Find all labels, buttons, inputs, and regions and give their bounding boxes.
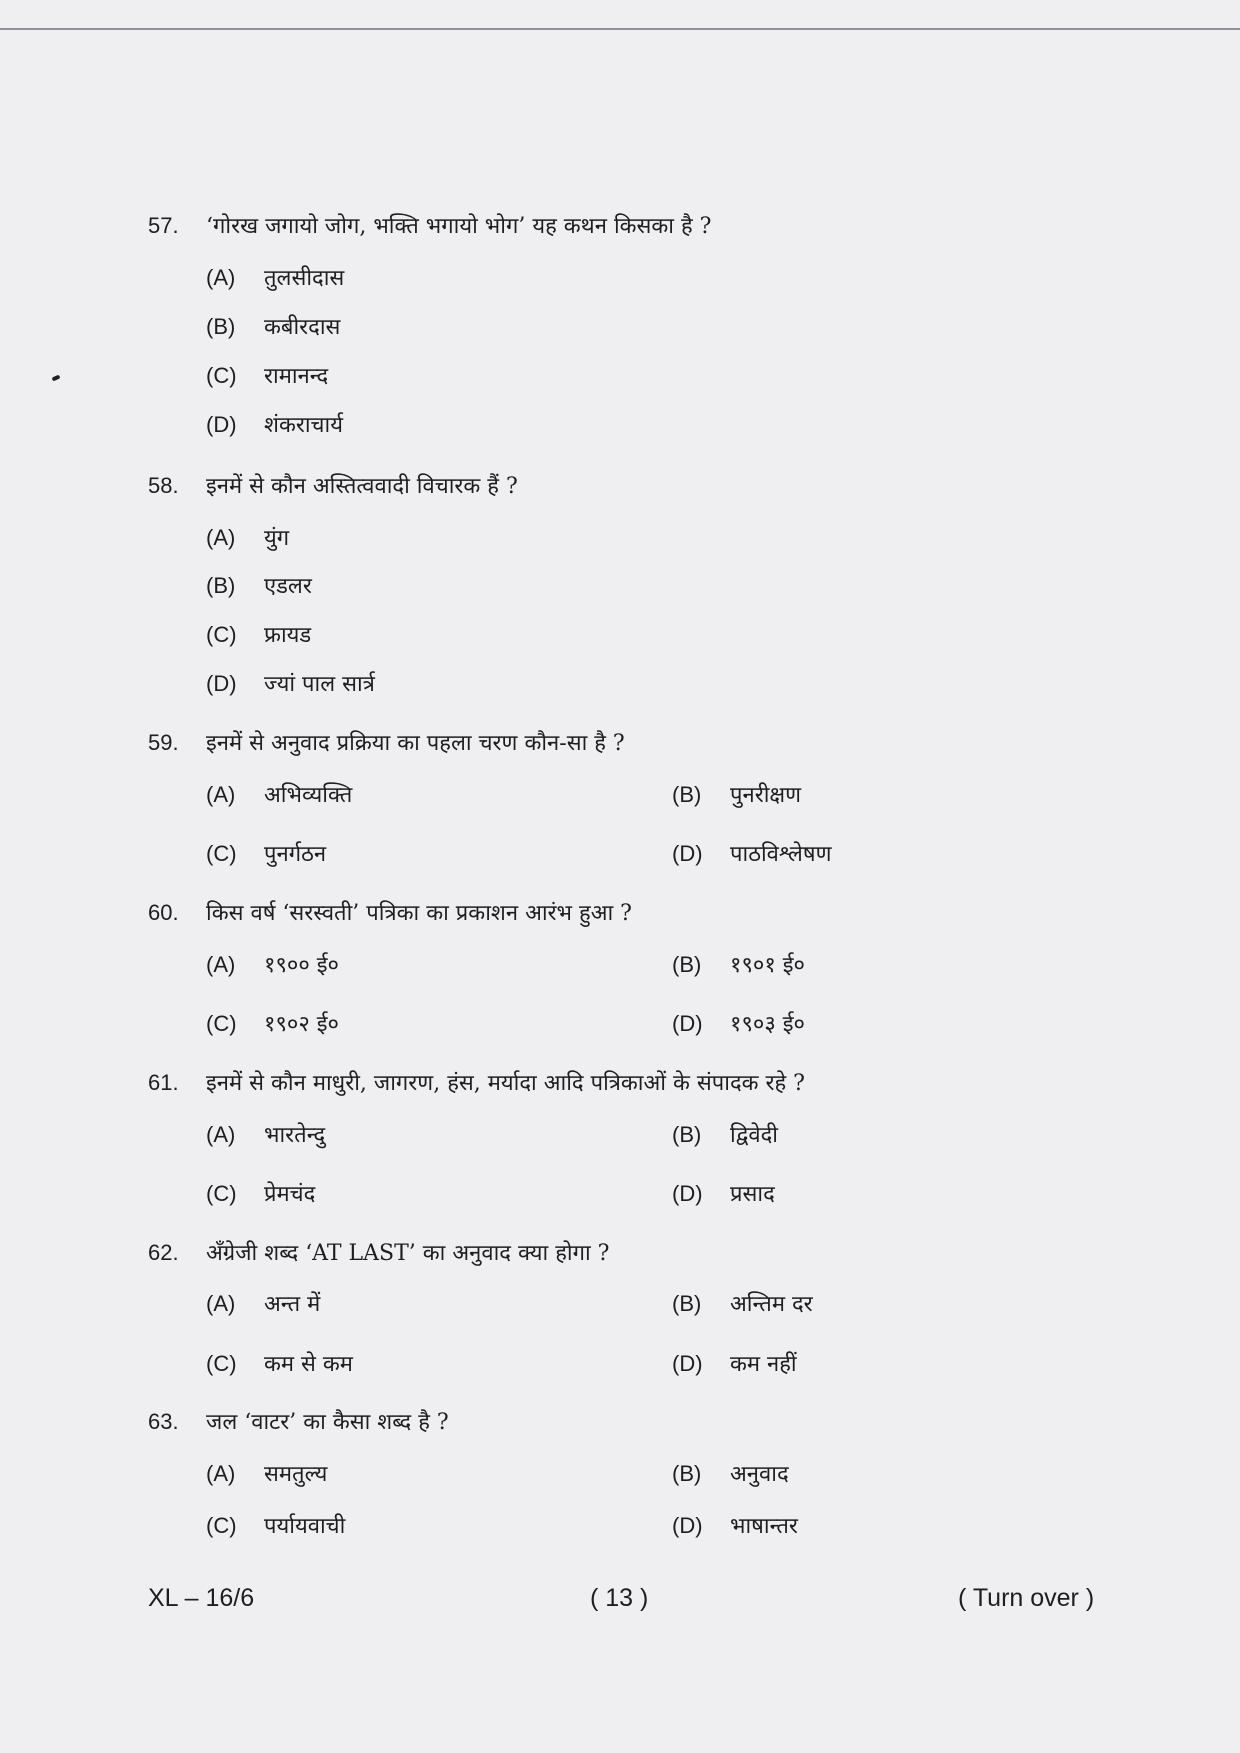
option-text: प्रसाद <box>730 1182 775 1207</box>
option-text: १९०२ ई० <box>264 1012 339 1037</box>
option-text: ज्यां पाल सार्त्र <box>264 672 375 697</box>
option-label: (A) <box>206 1122 236 1147</box>
option-59-d[interactable] <box>672 838 832 868</box>
option-61-c[interactable] <box>206 1178 315 1208</box>
question-59 <box>148 727 1148 767</box>
scan-speck <box>52 374 61 381</box>
option-label: (D) <box>206 671 237 696</box>
option-text: फ्रायड <box>264 623 312 648</box>
option-60-b[interactable] <box>672 949 805 979</box>
question-number: 62. <box>148 1240 179 1265</box>
question-text: इनमें से अनुवाद प्रक्रिया का पहला चरण कौन-सा है ? <box>206 731 625 756</box>
turn-over-note: ( Turn over ) <box>958 1584 1095 1612</box>
option-text: द्विवेदी <box>730 1123 778 1148</box>
option-57-d[interactable] <box>206 409 343 439</box>
question-number: 58. <box>148 473 179 498</box>
question-61 <box>148 1067 1148 1107</box>
option-label: (C) <box>206 622 237 647</box>
option-label: (D) <box>672 1351 703 1376</box>
question-58 <box>148 470 1148 510</box>
question-text: जल ‘वाटर’ का कैसा शब्द है ? <box>206 1410 449 1435</box>
option-text: एडलर <box>264 574 312 599</box>
option-text: समतुल्य <box>264 1462 328 1487</box>
option-text: कम नहीं <box>730 1352 797 1377</box>
option-label: (A) <box>206 525 236 550</box>
option-label: (B) <box>672 782 702 807</box>
option-label: (C) <box>206 1513 237 1538</box>
question-63 <box>148 1406 1148 1446</box>
option-label: (B) <box>206 314 236 339</box>
option-62-d[interactable] <box>672 1348 797 1378</box>
option-text: कम से कम <box>264 1352 353 1377</box>
question-line <box>148 897 1148 937</box>
question-60 <box>148 897 1148 937</box>
option-text: पुनरीक्षण <box>730 783 802 808</box>
option-label: (B) <box>672 952 702 977</box>
question-number: 59. <box>148 730 179 755</box>
option-61-b[interactable] <box>672 1119 778 1149</box>
option-62-b[interactable] <box>672 1288 813 1318</box>
option-label: (A) <box>206 1291 236 1316</box>
option-63-a[interactable] <box>206 1458 327 1488</box>
option-63-b[interactable] <box>672 1458 789 1488</box>
option-text: पाठविश्लेषण <box>730 842 832 867</box>
question-text: ‘गोरख जगायो जोग, भक्ति भगायो भोग’ यह कथन किसका है ? <box>206 214 712 239</box>
question-line <box>148 470 1148 510</box>
question-text: अँग्रेजी शब्द ‘AT LAST’ का अनुवाद क्या होगा ? <box>206 1241 610 1266</box>
option-text: १९०३ ई० <box>730 1012 805 1037</box>
option-text: १९०१ ई० <box>730 953 805 978</box>
option-59-a[interactable] <box>206 779 352 809</box>
question-62 <box>148 1237 1148 1277</box>
option-text: रामानन्द <box>264 364 329 389</box>
option-61-d[interactable] <box>672 1178 775 1208</box>
option-text: प्रेमचंद <box>264 1182 316 1207</box>
option-label: (A) <box>206 1461 236 1486</box>
option-text: पुनर्गठन <box>264 842 327 867</box>
option-text: अभिव्यक्ति <box>264 783 353 808</box>
question-text: इनमें से कौन माधुरी, जागरण, हंस, मर्यादा आदि पत्रिकाओं के संपादक रहे ? <box>206 1071 805 1096</box>
option-label: (D) <box>206 412 237 437</box>
option-text: युंग <box>264 526 290 551</box>
option-label: (A) <box>206 265 236 290</box>
option-63-d[interactable] <box>672 1510 798 1540</box>
question-number: 60. <box>148 900 179 925</box>
option-62-c[interactable] <box>206 1348 353 1378</box>
option-59-c[interactable] <box>206 838 326 868</box>
option-label: (A) <box>206 782 236 807</box>
question-line <box>148 1406 1148 1446</box>
option-60-d[interactable] <box>672 1008 805 1038</box>
option-label: (A) <box>206 952 236 977</box>
option-label: (B) <box>672 1461 702 1486</box>
option-text: कबीरदास <box>264 315 341 340</box>
question-number: 61. <box>148 1070 179 1095</box>
top-rule <box>0 28 1240 30</box>
option-label: (C) <box>206 1181 237 1206</box>
option-63-c[interactable] <box>206 1510 345 1540</box>
paper-code: XL – 16/6 <box>148 1584 255 1612</box>
option-62-a[interactable] <box>206 1288 320 1318</box>
option-text: अन्तिम दर <box>730 1292 813 1317</box>
question-line <box>148 1237 1148 1277</box>
option-label: (D) <box>672 1513 703 1538</box>
option-57-b[interactable] <box>206 311 340 341</box>
option-label: (C) <box>206 841 237 866</box>
option-text: तुलसीदास <box>264 266 345 291</box>
option-label: (C) <box>206 1011 237 1036</box>
option-text: भाषान्तर <box>730 1514 798 1539</box>
option-60-c[interactable] <box>206 1008 339 1038</box>
option-text: पर्यायवाची <box>264 1514 346 1539</box>
option-58-d[interactable] <box>206 668 375 698</box>
question-text: इनमें से कौन अस्तित्ववादी विचारक हैं ? <box>206 474 518 499</box>
option-label: (D) <box>672 1181 703 1206</box>
option-57-c[interactable] <box>206 360 328 390</box>
option-text: शंकराचार्य <box>264 413 343 438</box>
question-number: 57. <box>148 213 179 238</box>
option-text: अन्त में <box>264 1292 321 1317</box>
option-text: भारतेन्दु <box>264 1123 326 1148</box>
option-58-a[interactable] <box>206 522 289 552</box>
option-61-a[interactable] <box>206 1119 325 1149</box>
option-label: (C) <box>206 363 237 388</box>
option-label: (D) <box>672 841 703 866</box>
option-58-b[interactable] <box>206 570 312 600</box>
question-57 <box>148 210 1148 250</box>
option-label: (C) <box>206 1351 237 1376</box>
option-59-b[interactable] <box>672 779 801 809</box>
option-label: (B) <box>672 1291 702 1316</box>
page-number: ( 13 ) <box>590 1584 649 1612</box>
option-60-a[interactable] <box>206 949 339 979</box>
question-line <box>148 727 1148 767</box>
question-text: किस वर्ष ‘सरस्वती’ पत्रिका का प्रकाशन आरंभ हुआ ? <box>206 901 632 926</box>
option-label: (B) <box>672 1122 702 1147</box>
question-line <box>148 1067 1148 1107</box>
option-label: (B) <box>206 573 236 598</box>
question-line <box>148 210 1148 250</box>
question-number: 63. <box>148 1409 179 1434</box>
option-57-a[interactable] <box>206 262 344 292</box>
option-text: अनुवाद <box>730 1462 789 1487</box>
option-text: १९०० ई० <box>264 953 339 978</box>
option-58-c[interactable] <box>206 619 311 649</box>
option-label: (D) <box>672 1011 703 1036</box>
